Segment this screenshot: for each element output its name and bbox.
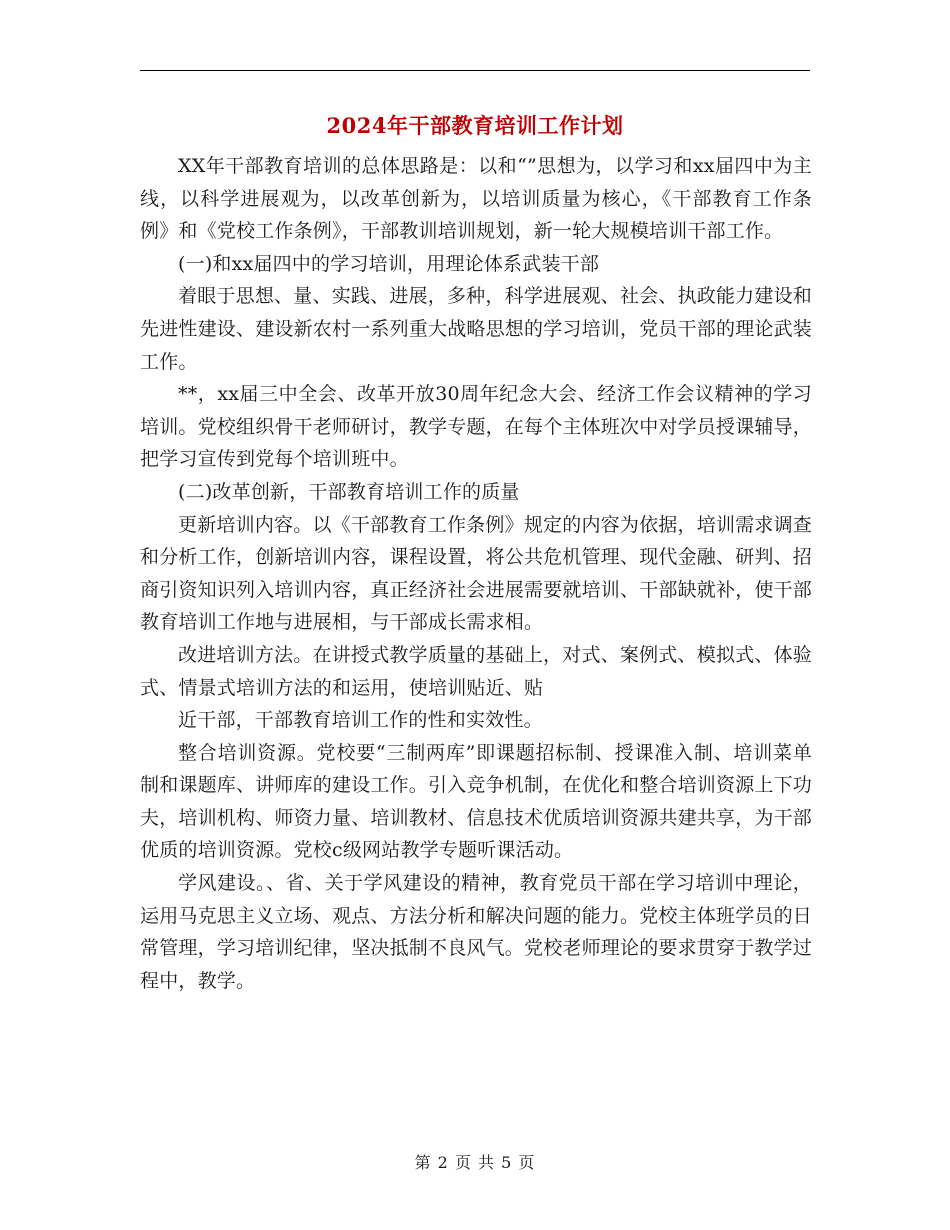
paragraph-resources: 整合培训资源。党校要“三制两库”即课题招标制、授课准入制、培训菜单制和课题库、讲师库的建设工作。引入竞争机制，在优化和整合培训资源上下功夫，培训机构、师资力量、培训教材、信息技术优质培训资源共建共享，为干部优质的培训资源。党校c级网站教学专题听课活动。 [140,741,813,862]
paragraph-theory: 着眼于思想、量、实践、进展，多种，科学进展观、社会、执政能力建设和先进性建设、建设新农村一系列重大战略思想的学习培训，党员干部的理论武装工作。 [140,285,813,373]
paragraph-methods: 改进培训方法。在讲授式教学质量的基础上，对式、案例式、模拟式、体验式、情景式培训方法的和运用，使培训贴近、贴 [140,643,812,699]
document-body [140,150,812,997]
section-heading-1: (一)和xx届四中的学习培训，用理论体系武装干部 [178,252,600,275]
header-rule [140,70,810,71]
document-title: 2024年干部教育培训工作计划 [326,113,624,138]
paragraph-overview: XX年干部教育培训的总体思路是：以和“”思想为，以学习和xx届四中为主线，以科学进展观为，以改革创新为，以培训质量为核心，《干部教育工作条例》和《党校工作条例》，干部教训培训规划，新一轮大规模培训干部工作。 [140,155,812,243]
paragraph-content: 更新培训内容。以《干部教育工作条例》规定的内容为依据，培训需求调查和分析工作，创新培训内容，课程设置，将公共危机管理、现代金融、研判、招商引资知识列入培训内容，真正经济社会进展需要就培训、干部缺就补，使干部教育培训工作地与进展相，与干部成长需求相。 [140,513,813,634]
paragraph-methods-cont: 近干部，干部教育培训工作的性和实效性。 [178,709,543,732]
page-footer: 第 2 页 共 5 页 [414,1153,536,1172]
paragraph-plenum: **，xx届三中全会、改革开放30周年纪念大会、经济工作会议精神的学习培训。党校组织骨干老师研讨，教学专题，在每个主体班次中对学员授课辅导，把学习宣传到党每个培训班中。 [140,383,813,471]
section-heading-2: (二)改革创新，干部教育培训工作的质量 [178,480,520,503]
paragraph-style: 学风建设。、省、关于学风建设的精神，教育党员干部在学习培训中理论，运用马克思主义立场、观点、方法分析和解决问题的能力。党校主体班学员的日常管理，学习培训纪律，坚决抵制不良风气。党校老师理论的要求贯穿于教学过程中，教学。 [140,872,813,992]
